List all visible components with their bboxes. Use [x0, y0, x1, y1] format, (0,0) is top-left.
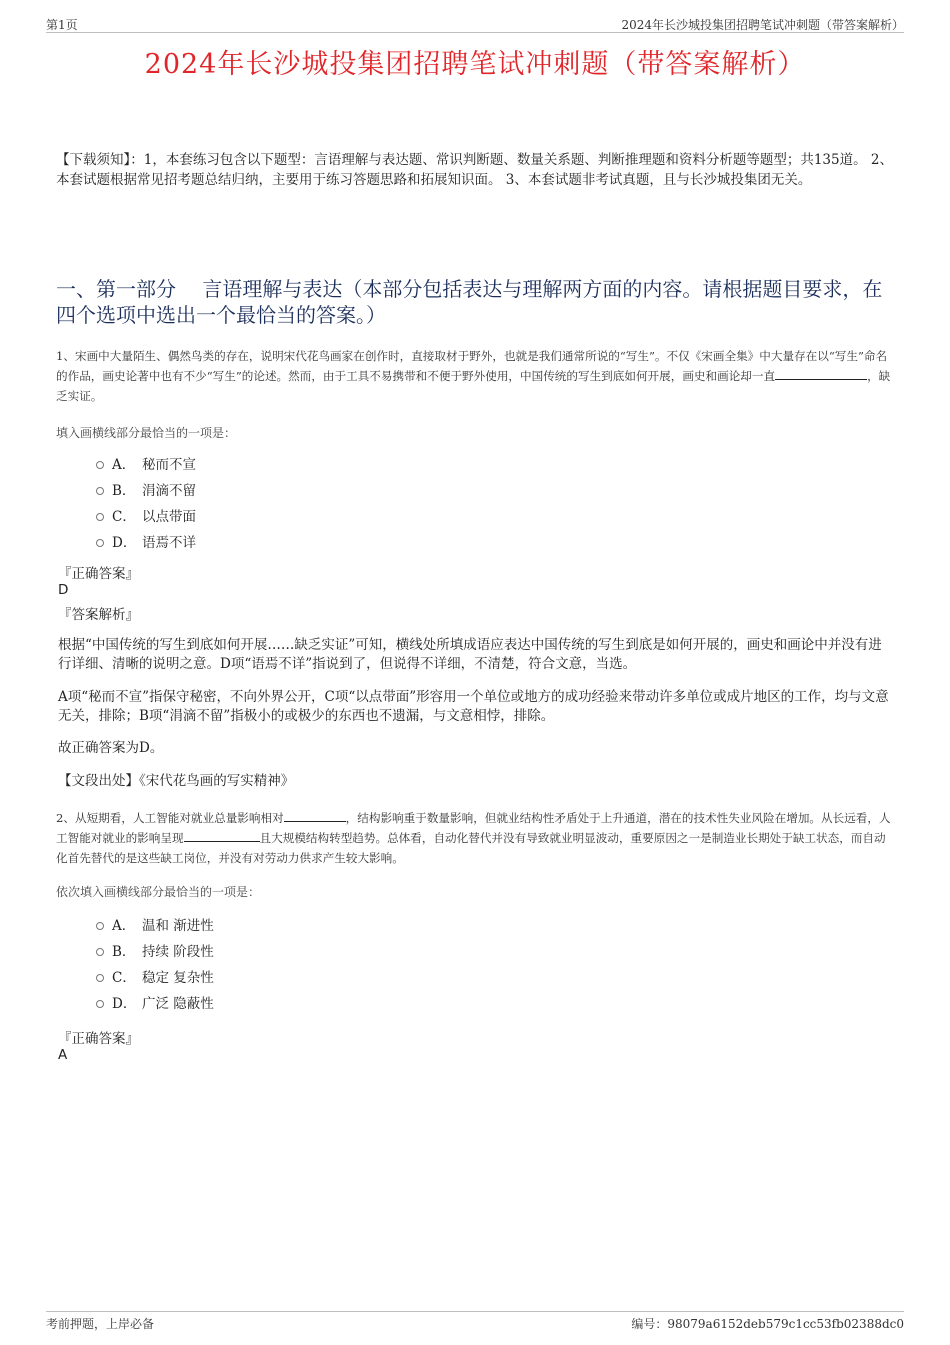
radio-icon[interactable] — [96, 1000, 104, 1008]
answer-label: 『正确答案』 — [58, 1031, 139, 1047]
download-notice: 【下载须知】：1，本套练习包含以下题型：言语理解与表达题、常识判断题、数量关系题、判断推理题和资料分析题等题型；共135道。 2、本套试题根据常见招考题总结归纳，主要用于练习答题思路和拓展知识面。 3、本套试题非考试真题，且与长沙城投集团无关。 — [56, 152, 893, 188]
question-2-text: 2、从短期看，人工智能对就业总量影响相对 ，结构影响重于数量影响，但就业结构性矛盾处于上升通道，潜在的技术性失业风险在增加。从长远看，人工智能对就业的影响呈现 且大规模结构转型趋势。总体看，自动化替代并没有导致就业明显波动，重要原因之一是制造业长期处于缺工状态，而自动化首先替代的是这些缺工岗位，并没有对劳动力供求产生较大影响。 — [56, 811, 891, 865]
analysis-conclusion: 故正确答案为D。 — [58, 740, 164, 756]
option-c[interactable]: C． 以点带面 — [96, 504, 196, 530]
question-1-prompt: 填入画横线部分最恰当的一项是： — [56, 426, 237, 440]
radio-icon[interactable] — [96, 922, 104, 930]
correct-answer: D — [58, 582, 69, 598]
option-d[interactable]: D． 语焉不详 — [96, 530, 196, 556]
analysis-paragraph: A项“秘而不宣”指保守秘密，不向外界公开，C项“以点带面”形容用一个单位或地方的成功经验来带动许多单位或成片地区的工作，均与文意无关，排除；B项“涓滴不留”指极小的或极少的东西也不遗漏，与文意相悖，排除。 — [58, 689, 889, 724]
section-title: 一、第一部分 言语理解与表达（本部分包括表达与理解两方面的内容。请根据题目要求，在四个选项中选出一个最恰当的答案。） — [56, 277, 883, 327]
fill-blank — [184, 829, 260, 842]
question-1-text: 1、宋画中大量陌生、偶然鸟类的存在，说明宋代花鸟画家在创作时，直接取材于野外，也就是我们通常所说的“写生”。不仅《宋画全集》中大量存在以“写生”命名的作品，画史论著中也有不少“写生”的论述。然而，由于工具不易携带和不便于野外使用，中国传统的写生到底如何开展，画史和画论却一直 ，缺乏实证。 — [56, 349, 891, 403]
source-citation: 【文段出处】《宋代花鸟画的写实精神》 — [58, 773, 295, 789]
radio-icon[interactable] — [96, 539, 104, 547]
radio-icon[interactable] — [96, 513, 104, 521]
fill-blank — [775, 367, 867, 380]
option-d[interactable]: D． 广泛 隐蔽性 — [96, 991, 214, 1017]
option-b[interactable]: B． 涓滴不留 — [96, 478, 196, 504]
correct-answer: A — [58, 1047, 68, 1063]
analysis-label: 『答案解析』 — [58, 607, 139, 623]
answer-label: 『正确答案』 — [58, 566, 139, 582]
option-a[interactable]: A． 温和 渐进性 — [96, 913, 214, 939]
page-number: 第1页 — [46, 18, 78, 32]
radio-icon[interactable] — [96, 974, 104, 982]
radio-icon[interactable] — [96, 487, 104, 495]
radio-icon[interactable] — [96, 461, 104, 469]
option-c[interactable]: C． 稳定 复杂性 — [96, 965, 214, 991]
question-2-prompt: 依次填入画横线部分最恰当的一项是： — [56, 885, 261, 899]
footer-slogan: 考前押题，上岸必备 — [46, 1317, 155, 1331]
header-doc-title: 2024年长沙城投集团招聘笔试冲刺题（带答案解析） — [621, 18, 904, 32]
analysis-paragraph: 根据“中国传统的写生到底如何开展……缺乏实证”可知，横线处所填成语应表达中国传统的写生到底是如何开展的，画史和画论中并没有进行详细、清晰的说明之意。D项“语焉不详”指说到了，但说得不详细，不清楚，符合文意，当选。 — [58, 637, 882, 672]
question-2-options — [96, 913, 214, 1017]
page-header — [46, 14, 904, 33]
footer-doc-id: 编号：98079a6152deb579c1cc53fb02388dc0 — [631, 1317, 904, 1331]
option-b[interactable]: B． 持续 阶段性 — [96, 939, 214, 965]
option-a[interactable]: A． 秘而不宣 — [96, 452, 196, 478]
question-1-options — [96, 452, 196, 556]
page-footer — [46, 1311, 904, 1330]
fill-blank — [284, 809, 346, 822]
radio-icon[interactable] — [96, 948, 104, 956]
page-title: 2024年长沙城投集团招聘笔试冲刺题（带答案解析） — [144, 49, 806, 80]
